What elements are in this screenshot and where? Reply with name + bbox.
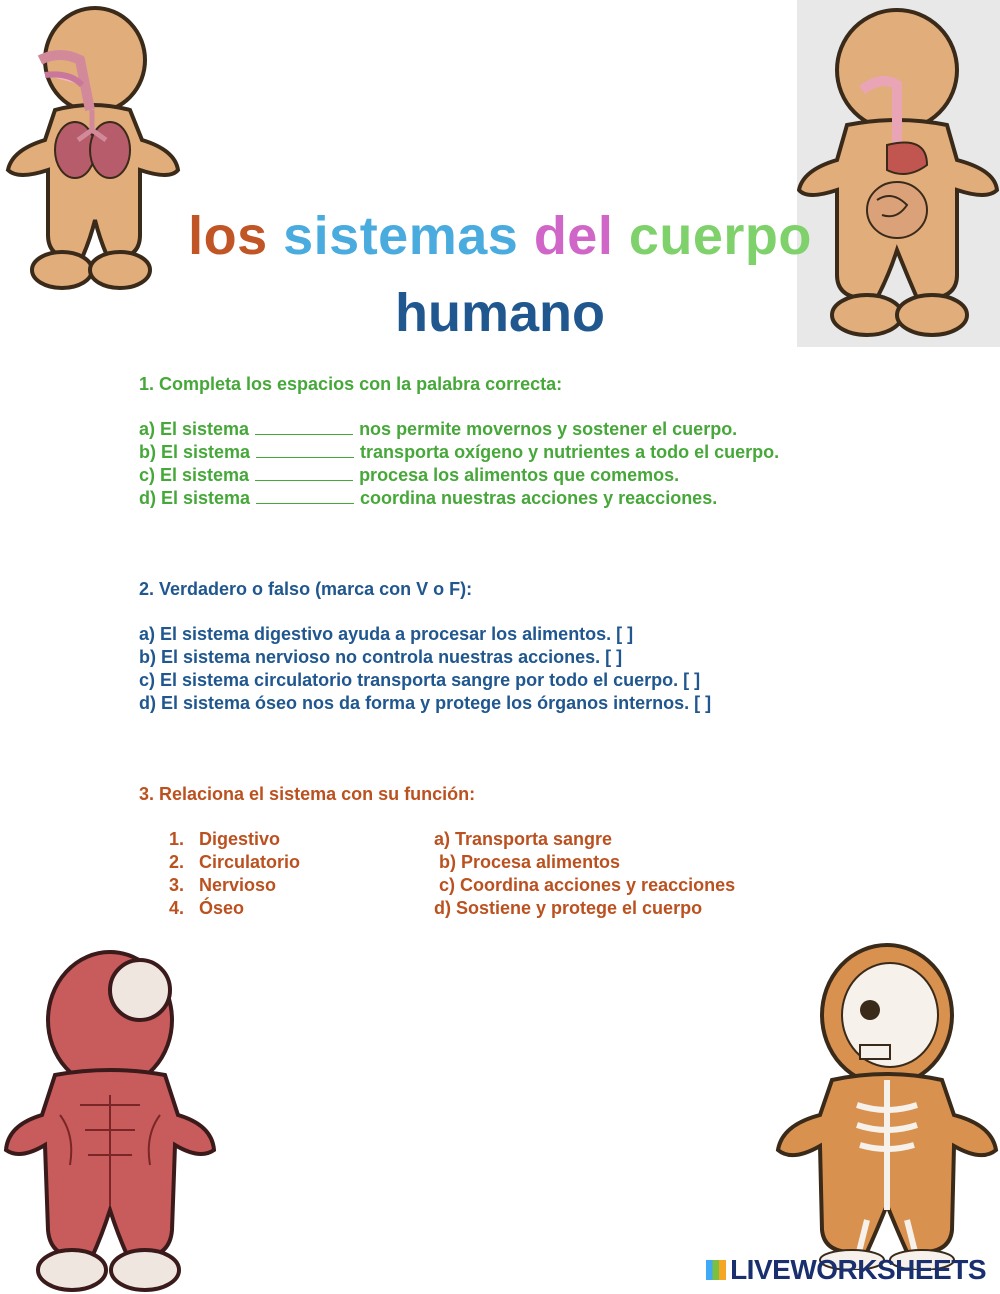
page-title-line2: humano xyxy=(395,283,605,343)
title-word-cuerpo: cuerpo xyxy=(628,206,812,266)
system-name[interactable]: Digestivo xyxy=(199,829,281,850)
section-matching xyxy=(139,783,735,919)
function-text[interactable]: b) Procesa alimentos xyxy=(434,852,621,873)
fill-blank-item-c: c) El sistema procesa los alimentos que comemos. xyxy=(139,464,680,485)
match-row: 1. Digestivo a) Transporta sangre xyxy=(169,829,613,850)
page-title xyxy=(0,205,1000,267)
skeletal-system-figure xyxy=(772,940,1000,1270)
brand-logo: LIVEWORKSHEETS xyxy=(706,1254,986,1286)
section2-heading: 2. Verdadero o falso (marca con V o F): xyxy=(139,579,473,599)
muscular-system-figure xyxy=(0,945,220,1294)
title-word-sistemas: sistemas xyxy=(283,206,519,266)
blank-input[interactable] xyxy=(255,419,353,435)
function-text[interactable]: c) Coordina acciones y reacciones xyxy=(434,874,736,895)
system-name[interactable]: Óseo xyxy=(199,897,245,918)
section3-heading: 3. Relaciona el sistema con su función: xyxy=(139,784,476,804)
true-false-item-d[interactable]: d) El sistema óseo nos da forma y protege los órganos internos. [ ] xyxy=(139,692,712,713)
function-text[interactable]: a) Transporta sangre xyxy=(434,829,613,850)
match-row: 2. Circulatorio b) Procesa alimentos xyxy=(169,852,621,873)
blank-input[interactable] xyxy=(255,465,353,481)
blank-input[interactable] xyxy=(256,442,354,458)
system-name[interactable]: Circulatorio xyxy=(199,852,301,873)
match-row: 4. Óseo d) Sostiene y protege el cuerpo xyxy=(169,897,703,918)
fill-blank-item-a: a) El sistema nos permite movernos y sostener el cuerpo. xyxy=(139,419,738,440)
section1-heading: 1. Completa los espacios con la palabra correcta: xyxy=(139,374,563,394)
section-fill-blanks xyxy=(139,373,779,509)
true-false-item-b[interactable]: b) El sistema nervioso no controla nuestras acciones. [ ] xyxy=(139,647,623,668)
title-word-del: del xyxy=(533,206,614,266)
true-false-item-a[interactable]: a) El sistema digestivo ayuda a procesar los alimentos. [ ] xyxy=(139,624,634,645)
function-text[interactable]: d) Sostiene y protege el cuerpo xyxy=(434,897,703,918)
fill-blank-item-b: b) El sistema transporta oxígeno y nutrientes a todo el cuerpo. xyxy=(139,442,780,463)
system-name[interactable]: Nervioso xyxy=(199,874,277,895)
brand-icon xyxy=(706,1260,726,1280)
section-true-false xyxy=(139,578,711,714)
blank-input[interactable] xyxy=(256,488,354,504)
match-row: 3. Nervioso c) Coordina acciones y reacciones xyxy=(169,874,736,895)
fill-blank-item-d: d) El sistema coordina nuestras acciones y reacciones. xyxy=(139,487,718,508)
title-word-los: los xyxy=(188,206,268,266)
true-false-item-c[interactable]: c) El sistema circulatorio transporta sangre por todo el cuerpo. [ ] xyxy=(139,669,701,690)
